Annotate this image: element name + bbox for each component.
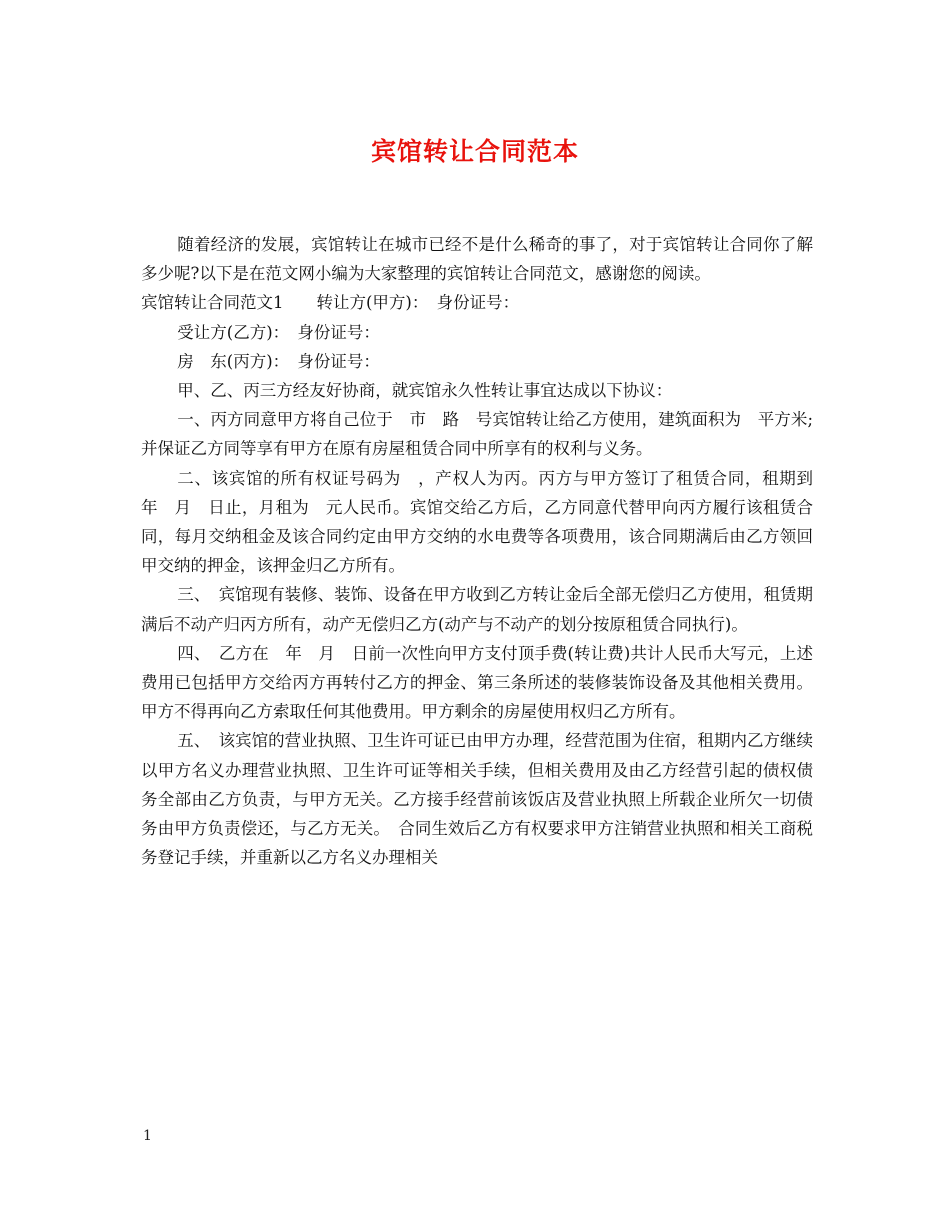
paragraph-clause-4: 四、 乙方在 年 月 日前一次性向甲方支付顶手费(转让费)共计人民币大写元，上述费用已包括甲方交给丙方再转付乙方的押金、第三条所述的装修装饰设备及其他相关费用。甲方不得再向乙方索取任何其他费用。甲方剩余的房屋使用权归乙方所有。 (141, 643, 813, 722)
page-number: 1 (143, 1128, 152, 1144)
paragraph-intro: 随着经济的发展，宾馆转让在城市已经不是什么稀奇的事了，对于宾馆转让合同你了解多少呢?以下是在范文网小编为大家整理的宾馆转让合同范文，感谢您的阅读。 (141, 235, 813, 284)
paragraph-clause-2: 二、该宾馆的所有权证号码为 ，产权人为丙。丙方与甲方签订了租赁合同，租期到 年 月 日止，月租为 元人民币。宾馆交给乙方后，乙方同意代替甲向丙方履行该租赁合同，每月交纳租金及该合同约定由甲方交纳的水电费等各项费用，该合同期满后由乙方领回甲交纳的押金，该押金归乙方所有。 (141, 468, 830, 576)
paragraph-agreement: 甲、乙、丙三方经友好协商，就宾馆永久性转让事宜达成以下协议： (177, 381, 673, 401)
paragraph-clause-5: 五、 该宾馆的营业执照、卫生许可证已由甲方办理，经营范围为住宿，租期内乙方继续以甲方名义办理营业执照、卫生许可证等相关手续，但相关费用及由乙方经营引起的债权债务全部由乙方负责，与甲方无关。乙方接手经营前该饭店及营业执照上所载企业所欠一切债务由甲方负责偿还，与乙方无关。 合同生效后乙方有权要求甲方注销营业执照和相关工商税务登记手续，并重新以乙方名义办理相关 (141, 731, 813, 868)
paragraph-clause-3: 三、 宾馆现有装修、装饰、设备在甲方收到乙方转让金后全部无偿归乙方使用，租赁期满后不动产归丙方所有，动产无偿归乙方(动产与不动产的划分按原租赁合同执行)。 (141, 585, 813, 634)
paragraph-party-a: 宾馆转让合同范文1 转让方(甲方)： 身份证号： (141, 293, 520, 313)
paragraph-party-b: 受让方(乙方)： 身份证号： (177, 322, 380, 342)
paragraph-clause-1: 一、丙方同意甲方将自己位于 市 路 号宾馆转让给乙方使用，建筑面积为 平方米;并保证乙方同等享有甲方在原有房屋租赁合同中所享有的权利与义务。 (141, 410, 813, 459)
page-title: 宾馆转让合同范本 (370, 137, 579, 166)
paragraph-party-c: 房 东(丙方)： 身份证号： (177, 351, 380, 371)
document-body (141, 230, 830, 872)
